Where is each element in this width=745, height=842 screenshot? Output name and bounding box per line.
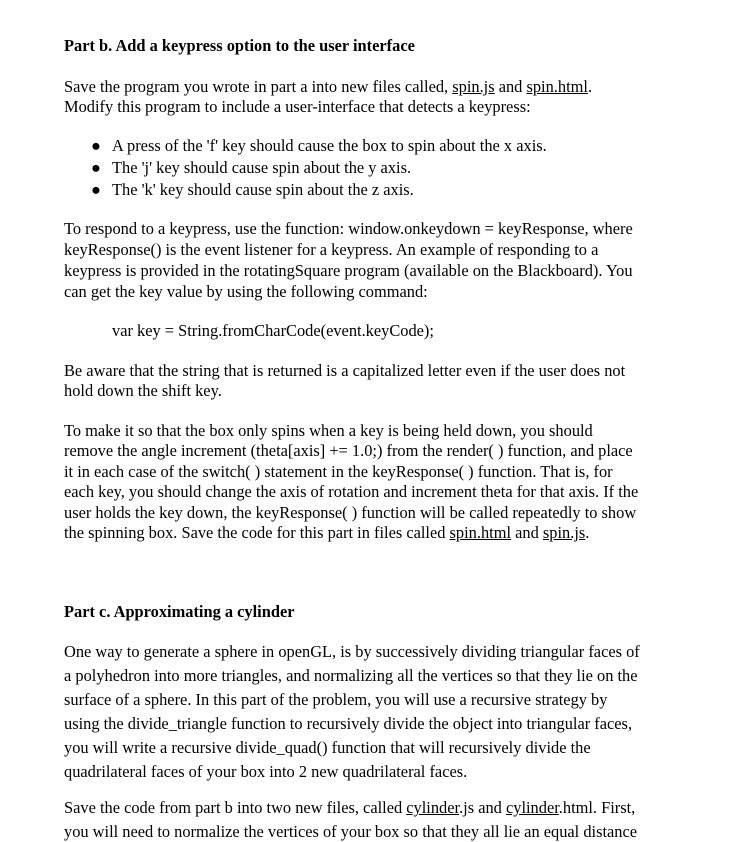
spin-last-text: the spinning box. Save the code for this part in files called — [64, 523, 450, 542]
part-b-heading: Part b. Add a keypress option to the user interface — [64, 36, 415, 55]
spin-html-link: spin.html — [449, 523, 512, 542]
aware-line-1: Be aware that the string that is returned is a capitalized letter even if the user does not — [64, 361, 626, 380]
part-c-line-6: quadrilateral faces of your box into 2 new quadrilateral faces. — [64, 762, 468, 781]
bullet-icon: ● — [91, 158, 101, 177]
save-text: Save the code from part b into two new files, called — [64, 798, 407, 817]
spin-line-3: it in each case of the switch( ) statement in the keyResponse( ) function. That is, for — [64, 462, 613, 481]
intro-text-and: and — [494, 77, 527, 96]
bullet-icon: ● — [91, 136, 101, 155]
intro-text: Save the program you wrote in part a into new files called, — [64, 77, 453, 96]
respond-line-1: To respond to a keypress, use the function: window.onkeydown = keyResponse, where — [64, 219, 633, 238]
part-c-save-line — [64, 798, 635, 818]
part-c-last-line: you will need to normalize the vertices of your box so that they all lie an equal distance — [64, 822, 638, 841]
spin-js-link: spin.js — [452, 77, 495, 96]
spin-line-4: each key, you should change the axis of rotation and increment theta for that axis. If the — [64, 482, 639, 501]
spin-last-and: and — [511, 523, 543, 542]
intro-text-period: . — [587, 77, 593, 96]
part-b-intro-line-1 — [64, 77, 592, 97]
respond-line-2: keyResponse() is the event listener for a keypress. An example of responding to a — [64, 240, 599, 259]
cylinder-html-link: cylinder — [505, 798, 559, 817]
part-c-line-3: surface of a sphere. In this part of the problem, you will use a recursive strategy by — [64, 690, 608, 709]
part-c-heading: Part c. Approximating a cylinder — [64, 602, 295, 621]
part-c-line-4: using the divide_triangle function to recursively divide the object into triangular faces, — [64, 714, 633, 733]
code-line: var key = String.fromCharCode(event.keyCode); — [112, 321, 434, 340]
spin-html-link: spin.html — [526, 77, 588, 96]
spin-last-period: . — [585, 523, 590, 542]
save-text-post: .html. First, — [558, 798, 636, 817]
bullet-item-k: The 'k' key should cause spin about the z axis. — [112, 180, 414, 199]
bullet-icon: ● — [91, 180, 101, 199]
part-c-line-2: a polyhedron into more triangles, and normalizing all the vertices so that they lie on the — [64, 666, 638, 685]
respond-line-4: can get the key value by using the following command: — [64, 282, 428, 301]
bullet-item-j: The 'j' key should cause spin about the y axis. — [112, 158, 412, 177]
part-c-line-1: One way to generate a sphere in openGL, is by successively dividing triangular faces of — [64, 642, 640, 661]
spin-js-link: spin.js — [542, 523, 586, 542]
bullet-item-f: A press of the 'f' key should cause the box to spin about the x axis. — [112, 136, 547, 155]
spin-line-6 — [64, 523, 589, 543]
cylinder-js-link: cylinder — [406, 798, 460, 817]
part-c-line-5: you will write a recursive divide_quad() function that will recursively divide the — [64, 738, 591, 757]
spin-line-2: remove the angle increment (theta[axis] += 1.0;) from the render( ) function, and place — [64, 441, 633, 460]
respond-line-3: keypress is provided in the rotatingSquare program (available on the Blackboard). You — [64, 261, 633, 280]
save-text-mid: .js and — [459, 798, 506, 817]
spin-line-1: To make it so that the box only spins when a key is being held down, you should — [64, 421, 593, 440]
part-b-intro-line-2: Modify this program to include a user-interface that detects a keypress: — [64, 97, 531, 116]
aware-line-2: hold down the shift key. — [64, 381, 222, 400]
spin-line-5: user holds the key down, the keyResponse( ) function will be called repeatedly to show — [64, 503, 637, 522]
